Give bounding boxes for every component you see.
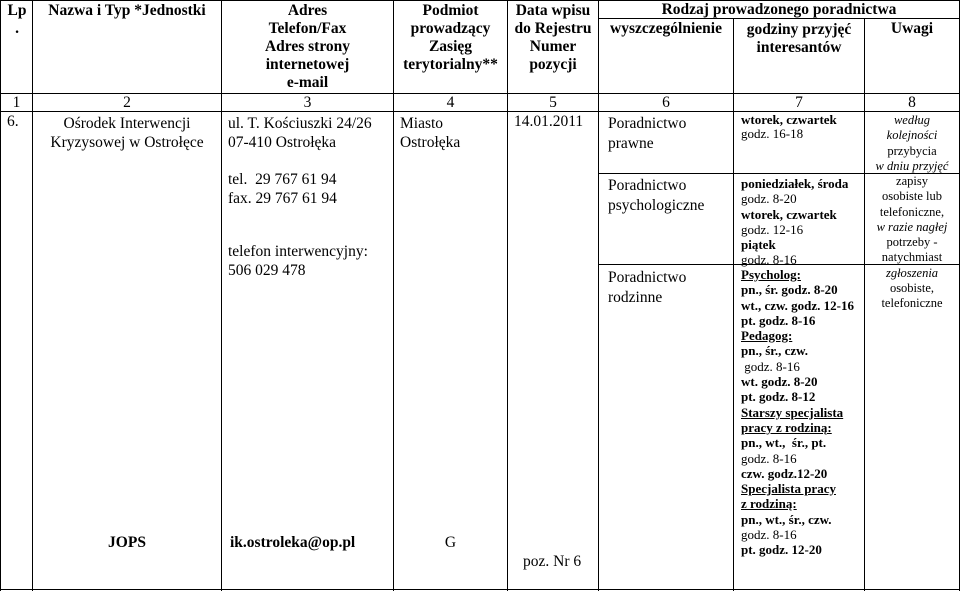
hours-line: Psycholog: — [741, 267, 801, 282]
header-nazwa: Nazwa i Typ *Jednostki — [48, 2, 206, 19]
hours-line: pn., śr., czw. — [741, 343, 809, 359]
header-rodzaj: Rodzaj prowadzonego poradnictwa — [661, 1, 897, 18]
hours-line: godz. 8-16 — [741, 252, 797, 268]
col-number: 2 — [123, 94, 131, 111]
hours-line: godz. 8-20 — [741, 191, 797, 207]
header-adres: Adres Telefon/Fax Adres strony internetowej e-mail — [264, 2, 351, 91]
grid-line — [507, 0, 508, 591]
remarks-line: telefoniczne — [881, 296, 943, 311]
entry-number: poz. Nr 6 — [523, 553, 582, 570]
header-godziny: godziny przyjęć interesantów — [746, 21, 852, 56]
col-number: 7 — [795, 94, 803, 111]
remarks-line: osobiste lub — [881, 189, 943, 204]
header-data-wpisu: Data wpisu do Rejestru Numer pozycji — [514, 2, 592, 73]
hours-line: pt. godz. 8-16 — [741, 312, 816, 328]
entry-date: 14.01.2011 — [514, 113, 584, 130]
hours-line: wt., czw. godz. 12-16 — [741, 297, 855, 313]
hours-line: czw. godz.12-20 — [741, 465, 828, 481]
header-uwagi: Uwagi — [890, 20, 934, 37]
address: ul. T. Kościuszki 24/26 07-410 Ostrołęka — [228, 115, 372, 151]
remarks-line: natychmiast — [881, 250, 943, 265]
counseling-psychological: Poradnictwo psychologiczne — [608, 177, 705, 214]
hours-line: wtorek, czwartek — [741, 206, 837, 222]
territorial-range: G — [444, 534, 457, 551]
remarks-line: według — [893, 113, 931, 127]
hours-line: godz. 8-16 — [741, 450, 797, 466]
col-number: 3 — [303, 94, 312, 111]
remarks-line: telefoniczne, — [879, 204, 945, 219]
remarks-line: zapisy — [896, 174, 928, 188]
hours-line: wt. godz. 8-20 — [741, 374, 818, 390]
hours-family — [741, 267, 854, 558]
phone-fax: tel. 29 767 61 94 fax. 29 767 61 94 — [228, 171, 337, 207]
grid-line — [0, 93, 960, 94]
grid-line — [0, 0, 1, 591]
grid-line — [32, 0, 33, 591]
hours-line: godz. 8-16 — [741, 527, 797, 543]
counseling-legal: Poradnictwo prawne — [608, 115, 687, 152]
hours-line: godz. 12-16 — [741, 221, 804, 237]
hours-line: pt. godz. 12-20 — [741, 542, 822, 558]
col-number: 8 — [908, 94, 916, 111]
header-wyszczegolnienie: wyszczególnienie — [610, 20, 722, 37]
unit-name: Ośrodek Interwencji Kryzysowej w Ostrołęce — [50, 115, 204, 151]
remarks-line: osobiste, — [889, 281, 935, 296]
header-lp: Lp . — [7, 2, 27, 37]
remarks-line: potrzeby - — [886, 235, 938, 250]
hours-line: pracy z rodziną: — [741, 419, 832, 435]
col-number: 4 — [446, 94, 455, 111]
hours-line: pn., wt., śr., pt. — [741, 435, 827, 451]
hours-line: piątek — [741, 237, 776, 253]
col-number: 1 — [12, 94, 21, 111]
hours-line: poniedziałek, środa — [741, 176, 849, 191]
hours-line: Pedagog: — [741, 328, 793, 344]
hours-legal-time: godz. 16-18 — [741, 126, 804, 141]
remarks-line: w dniu przyjęć — [875, 158, 949, 173]
remarks-psychological-family — [865, 174, 959, 312]
hours-line: Specjalista pracy — [741, 481, 836, 497]
hours-line: godz. 8-16 — [741, 358, 800, 374]
email: ik.ostroleka@op.pl — [230, 534, 356, 551]
grid-line — [598, 0, 599, 591]
hours-line: Starszy specjalista — [741, 404, 844, 420]
crisis-phone: telefon interwencyjny: 506 029 478 — [228, 243, 368, 279]
operator: Miasto Ostrołęka — [400, 115, 461, 151]
hours-line: pt. godz. 8-12 — [741, 389, 816, 405]
col-number: 5 — [549, 94, 557, 111]
col-number: 6 — [662, 94, 670, 111]
remarks-line: przybycia — [887, 143, 937, 158]
grid-line — [0, 589, 960, 590]
hours-line: pn., wt., śr., czw. — [741, 511, 832, 527]
grid-line — [393, 0, 394, 591]
hours-psychological — [741, 176, 848, 268]
unit-type: JOPS — [108, 534, 146, 551]
grid-line — [598, 18, 960, 19]
counseling-family: Poradnictwo rodzinne — [608, 269, 687, 306]
hours-legal-days: wtorek, czwartek — [741, 112, 837, 127]
row-lp: 6. — [7, 113, 19, 130]
remarks-legal — [865, 113, 959, 174]
remarks-line: kolejności — [886, 128, 938, 143]
hours-line: z rodziną: — [741, 496, 797, 512]
remarks-line: w razie nagłej — [876, 219, 948, 234]
remarks-line: zgłoszenia — [885, 265, 939, 280]
hours-line: pn., śr. godz. 8-20 — [741, 282, 838, 298]
header-podmiot: Podmiot prowadzący Zasięg terytorialny** — [403, 2, 498, 73]
